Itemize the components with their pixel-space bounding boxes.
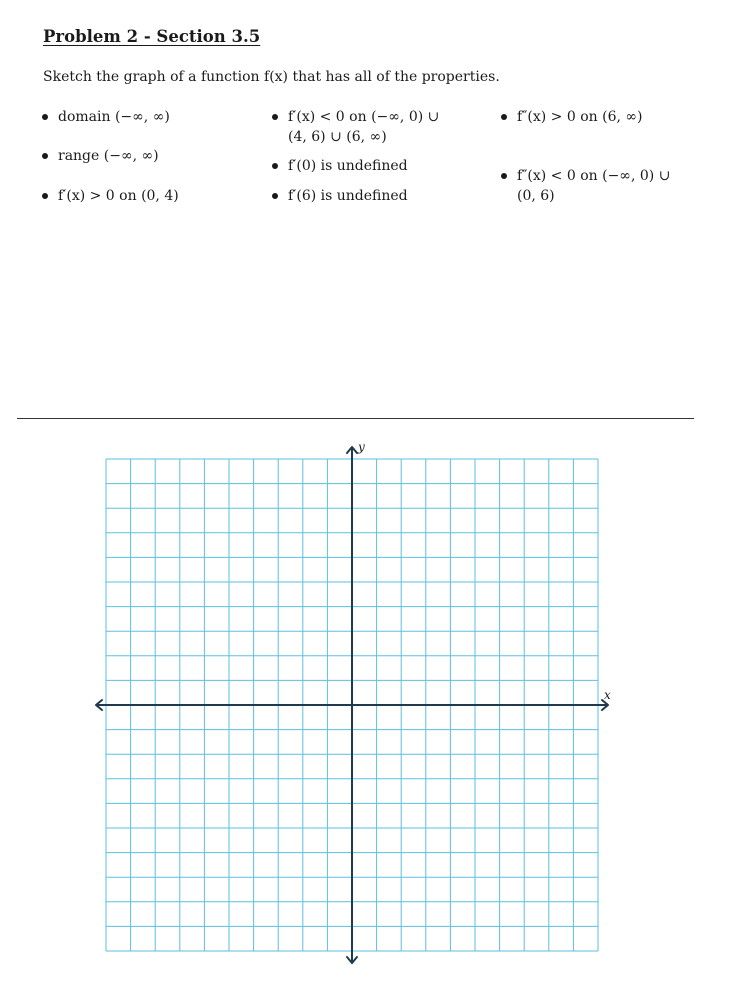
axes bbox=[96, 447, 608, 963]
instruction-text: Sketch the graph of a function f(x) that has all of the properties. bbox=[43, 69, 500, 85]
x-axis-label: x bbox=[604, 688, 611, 702]
property-line: (0, 6) bbox=[517, 188, 555, 204]
property-line: f′(0) is undefined bbox=[288, 158, 408, 174]
property-line: (4, 6) ∪ (6, ∞) bbox=[288, 129, 387, 145]
page-title: Problem 2 - Section 3.5 bbox=[43, 27, 261, 46]
property-line: domain (−∞, ∞) bbox=[58, 109, 170, 125]
property-line: f′(6) is undefined bbox=[288, 188, 408, 204]
property-line: f″(x) < 0 on (−∞, 0) ∪ bbox=[517, 168, 671, 184]
property-line: range (−∞, ∞) bbox=[58, 148, 159, 164]
property-line: f′(x) < 0 on (−∞, 0) ∪ bbox=[288, 109, 440, 125]
property-line: f″(x) > 0 on (6, ∞) bbox=[517, 109, 643, 125]
y-axis-label: y bbox=[358, 440, 365, 454]
property-line: f′(x) > 0 on (0, 4) bbox=[58, 188, 179, 204]
